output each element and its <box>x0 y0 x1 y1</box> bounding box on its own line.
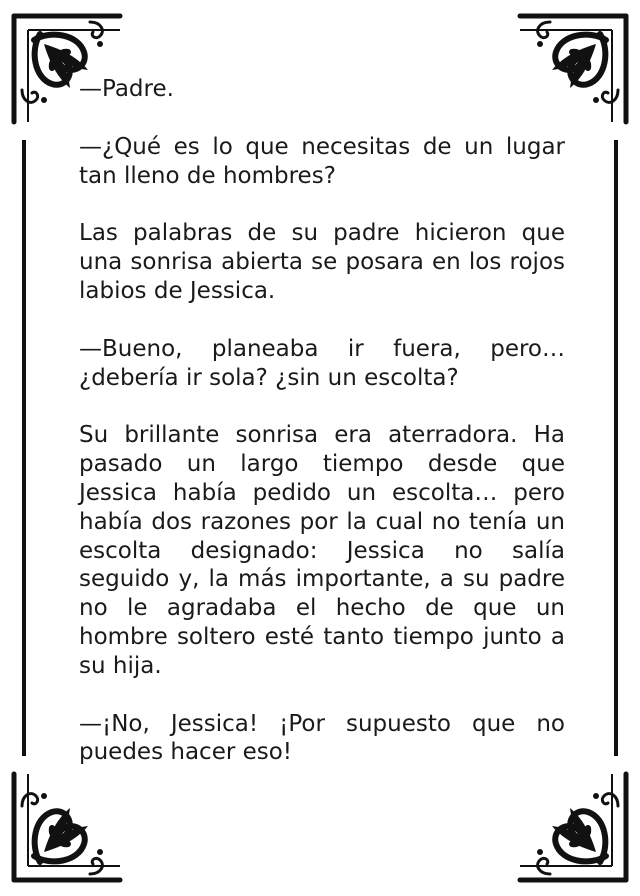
page-text <box>79 75 565 796</box>
paragraph: —¿Qué es lo que necesitas de un lugar tan lleno de hombres? <box>79 133 565 189</box>
paragraph: —Padre. <box>79 76 174 102</box>
paragraph: Su brillante sonrisa era aterradora. Ha pasado un largo tiempo desde que Jessica había pedido un escolta… pero había dos razones por la cual no tenía un escolta designado: Jessica no salía seguido y, la más importante, a su padre no le agradaba el hecho de que un hombre soltero esté tanto tiempo junto a su hija. <box>79 422 565 679</box>
paragraph: Las palabras de su padre hicieron que una sonrisa abierta se posara en los rojos labios de Jessica. <box>79 220 565 304</box>
paragraph: —Bueno, planeaba ir fuera, pero… ¿debería ir sola? ¿sin un escolta? <box>79 335 565 391</box>
paragraph: —¡No, Jessica! ¡Por supuesto que no puedes hacer eso! <box>79 710 565 766</box>
